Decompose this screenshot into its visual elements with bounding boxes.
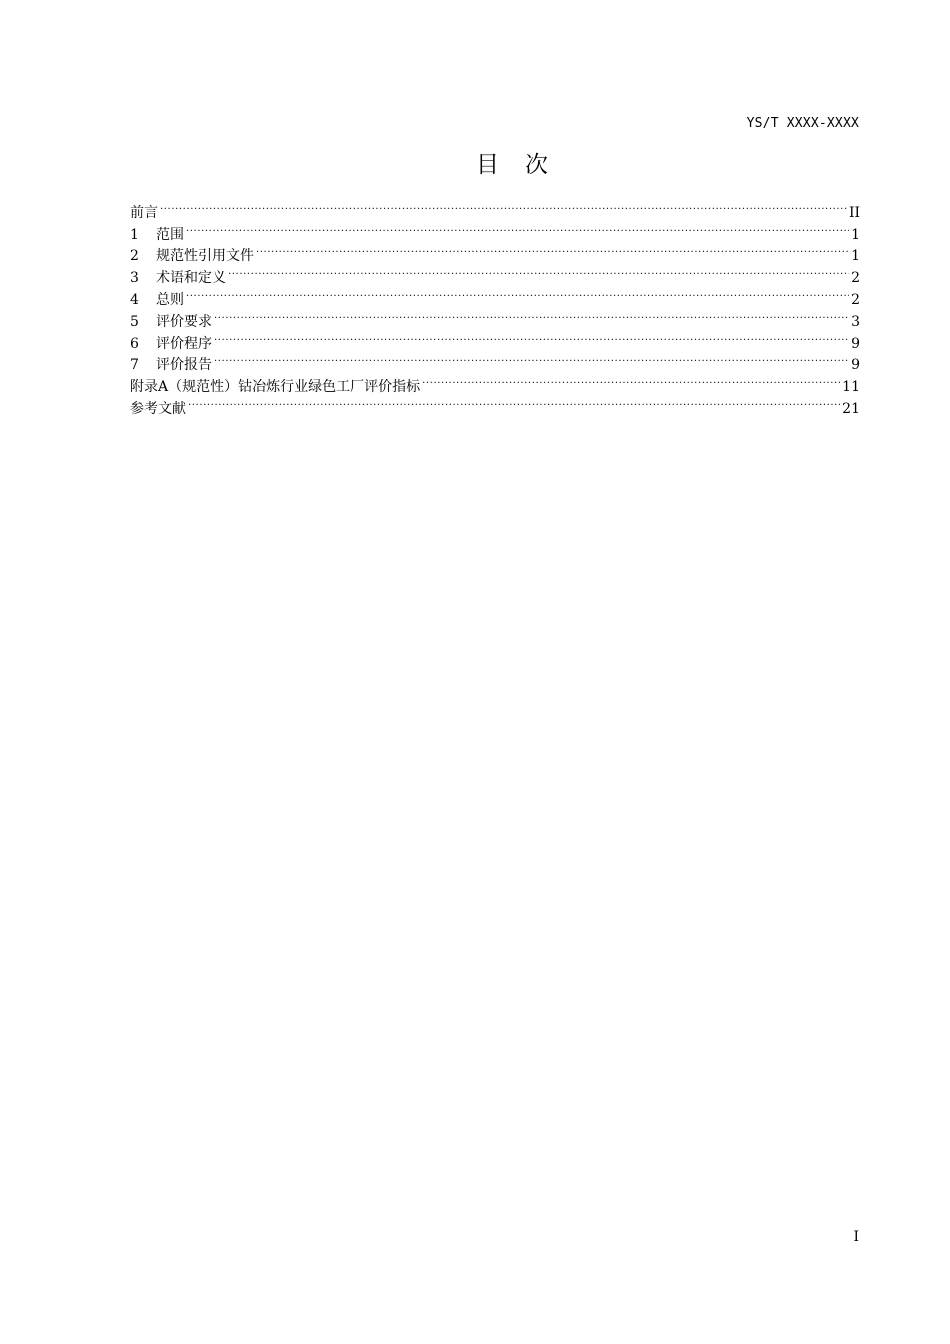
document-code: YS/T XXXX-XXXX (746, 116, 859, 131)
toc-leader-dots (160, 195, 847, 217)
toc-entry-evaluation-requirements[interactable] (130, 304, 860, 330)
toc-leader-dots (422, 369, 840, 391)
toc-entry-page: 2 (851, 270, 860, 287)
toc-entry-page: 9 (851, 335, 860, 352)
toc-entry-page: 9 (851, 357, 860, 374)
toc-entry-bibliography[interactable] (130, 391, 860, 417)
toc-entry-label: 参考文献 (130, 400, 186, 417)
toc-entry-evaluation-report[interactable] (130, 348, 860, 374)
toc-entry-page: 21 (842, 400, 860, 417)
toc-entry-page: 1 (851, 226, 860, 243)
toc-entry-label: 范围 (156, 226, 184, 243)
toc-entry-page: 1 (851, 248, 860, 265)
toc-entry-page: 3 (851, 313, 860, 330)
toc-entry-number: 1 (130, 226, 139, 243)
toc-title: 目次 (476, 152, 574, 178)
toc-entry-label: 总则 (156, 291, 184, 308)
toc-entry-page: II (848, 204, 860, 221)
toc-leader-dots (214, 304, 849, 326)
toc-leader-dots (188, 391, 840, 413)
toc-entry-normative-references[interactable] (130, 239, 860, 265)
toc-entry-number: 7 (130, 357, 139, 374)
toc-entry-label: 评价程序 (156, 335, 212, 352)
toc-leader-dots (256, 239, 849, 261)
toc-entry-label: 前言 (130, 204, 158, 221)
toc-leader-dots (186, 217, 849, 239)
toc-entry-evaluation-procedure[interactable] (130, 326, 860, 352)
toc-entry-number: 3 (130, 270, 139, 287)
toc-entry-page: 2 (851, 291, 860, 308)
toc-entry-label: 评价报告 (156, 357, 212, 374)
table-of-contents (130, 195, 860, 417)
toc-leader-dots (186, 282, 849, 304)
toc-entry-number: 4 (130, 291, 139, 308)
toc-entry-foreword[interactable] (130, 195, 860, 221)
toc-entry-label: 规范性引用文件 (156, 248, 254, 265)
page-number: I (853, 1229, 859, 1245)
toc-entry-number: 5 (130, 313, 139, 330)
toc-entry-label: 评价要求 (156, 313, 212, 330)
toc-entry-label: 附录A（规范性）钴冶炼行业绿色工厂评价指标 (130, 379, 421, 396)
toc-entry-annex-a[interactable] (130, 369, 860, 396)
toc-leader-dots (214, 348, 849, 370)
toc-leader-dots (214, 326, 849, 348)
toc-entry-general-principles[interactable] (130, 282, 860, 308)
toc-entry-page: 11 (842, 379, 860, 396)
toc-entry-label: 术语和定义 (156, 270, 226, 287)
toc-entry-number: 6 (130, 335, 139, 352)
toc-leader-dots (228, 260, 849, 282)
toc-entry-terms-definitions[interactable] (130, 260, 860, 287)
toc-entry-number: 2 (130, 248, 139, 265)
toc-entry-scope[interactable] (130, 217, 860, 243)
